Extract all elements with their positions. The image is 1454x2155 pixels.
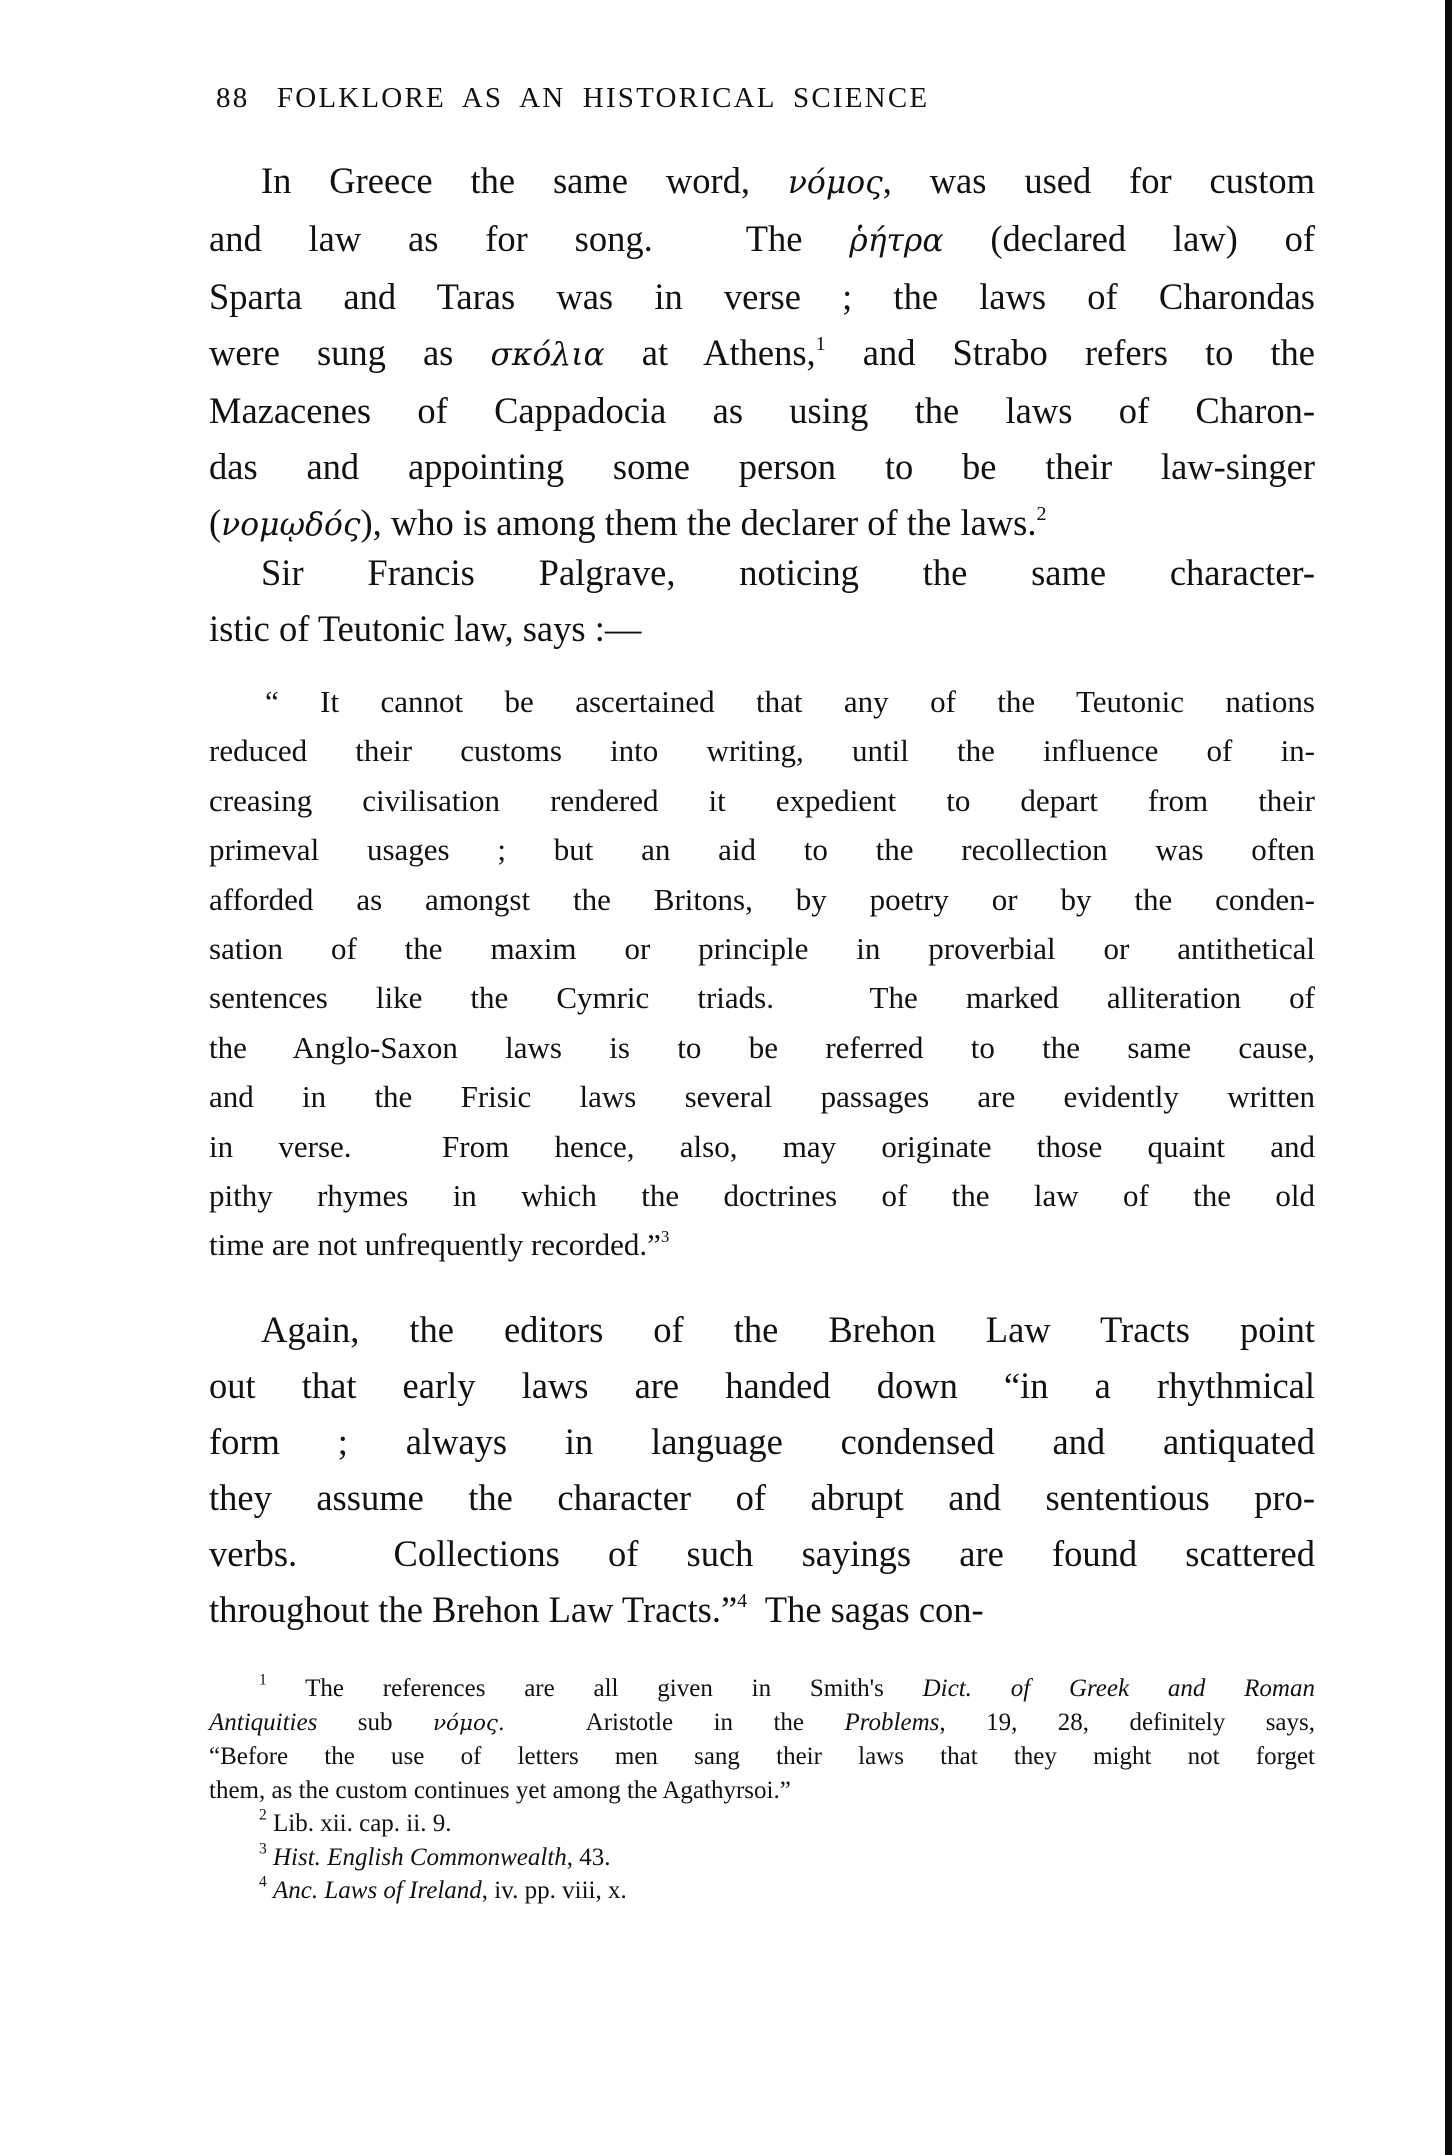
greek-word: νόμος.	[432, 1710, 505, 1736]
greek-word: νόμος	[787, 165, 883, 201]
footnotes	[209, 1672, 1315, 1908]
text-run[interactable]: , 19, 28, definitely says,	[939, 1708, 1316, 1736]
text-line	[209, 1874, 1315, 1908]
text-line	[209, 601, 1315, 657]
text-line	[209, 383, 1315, 439]
text-line	[209, 269, 1315, 325]
text-line	[209, 1072, 1315, 1121]
text-run[interactable]: they assume the character of abrupt and sententious pro-	[209, 1477, 1315, 1518]
text-run[interactable]: Again, the editors of the Brehon Law Tracts point	[261, 1309, 1315, 1350]
text-run[interactable]: verbs. Collections of such sayings are found scattered	[209, 1533, 1315, 1574]
footnote-reference[interactable]: 2	[1036, 502, 1047, 525]
text-line	[209, 726, 1315, 775]
text-line	[209, 325, 1315, 383]
text-line	[209, 924, 1315, 973]
text-run[interactable]: throughout the Brehon Law Tracts.”	[209, 1589, 738, 1630]
text-run[interactable]: afforded as amongst the Britons, by poetry or by the conden-	[209, 881, 1315, 917]
text-line	[209, 973, 1315, 1022]
text-run[interactable]: at Athens,	[604, 332, 816, 373]
text-line	[209, 677, 1315, 726]
text-run[interactable]: and Strabo refers to the	[825, 332, 1316, 373]
greek-word: νομῳδός	[221, 507, 361, 543]
text-run[interactable]: time are not unfrequently recorded.”	[209, 1227, 661, 1263]
paragraph-greek-law-song	[209, 153, 1315, 553]
text-run[interactable]: and in the Frisic laws several passages are evidently written	[209, 1079, 1315, 1115]
italic-title: Hist. English Commonwealth	[273, 1843, 567, 1871]
text-run[interactable]: “ It cannot be ascertained that any of the Teutonic nations	[265, 684, 1315, 719]
text-run[interactable]: and law as for song. The	[209, 218, 850, 259]
text-run[interactable]: istic of Teutonic law, says :—	[209, 608, 642, 649]
paragraph-palgrave-intro	[209, 545, 1315, 657]
text-line	[209, 776, 1315, 825]
italic-title: Dict. of Greek and Roman	[922, 1675, 1315, 1702]
text-line	[209, 545, 1315, 601]
footnote-1	[209, 1672, 1315, 1807]
text-run[interactable]: In Greece the same word,	[261, 160, 788, 201]
text-run[interactable]: The sagas con-	[747, 1589, 984, 1630]
text-run[interactable]: in verse. From hence, also, may originate those quaint and	[209, 1128, 1315, 1164]
text-run[interactable]: out that early laws are handed down “in a rhythmical	[209, 1365, 1315, 1406]
text-run[interactable]: (declared law) of	[943, 218, 1316, 259]
page-number: 88	[216, 82, 250, 114]
footnote-3	[209, 1841, 1315, 1875]
text-run[interactable]: sub	[317, 1708, 433, 1736]
text-line	[209, 1358, 1315, 1414]
italic-title: Problems	[844, 1708, 940, 1736]
text-line	[209, 1023, 1315, 1072]
footnote-reference[interactable]: 4	[737, 1589, 748, 1612]
text-run[interactable]: the Anglo-Saxon laws is to be referred to the same cause,	[209, 1029, 1315, 1065]
text-run[interactable]: pithy rhymes in which the doctrines of the law of the old	[209, 1178, 1315, 1214]
block-quotation-palgrave	[209, 677, 1315, 1270]
footnote-reference[interactable]: 1	[259, 1671, 267, 1689]
running-head-title: FOLKLORE AS AN HISTORICAL SCIENCE	[276, 82, 930, 114]
text-run[interactable]: das and appointing some person to be their law-singer	[209, 446, 1315, 487]
text-run[interactable]: “Before the use of letters men sang their laws that they might not forget	[209, 1743, 1315, 1770]
text-run[interactable]: creasing civilisation rendered it expedient to depart from their	[209, 782, 1315, 818]
text-run[interactable]: Sir Francis Palgrave, noticing the same character-	[261, 552, 1315, 593]
page-edge-shadow	[1445, 0, 1452, 2155]
text-run[interactable]: Mazacenes of Cappadocia as using the laws of Charon-	[209, 390, 1315, 431]
text-run[interactable]: Lib. xii. cap. ii. 9.	[266, 1810, 452, 1837]
paragraph-brehon-law	[209, 1302, 1315, 1638]
footnote-reference[interactable]: 3	[660, 1227, 670, 1247]
text-run[interactable]: , iv. pp. viii, x.	[481, 1877, 627, 1904]
text-run[interactable]: form ; always in language condensed and antiquated	[209, 1421, 1315, 1462]
text-run[interactable]: , was used for custom	[882, 160, 1315, 201]
text-line	[209, 1807, 1315, 1841]
text-run[interactable]: (	[209, 502, 222, 543]
text-run[interactable]: sation of the maxim or principle in proverbial or antithetical	[209, 931, 1315, 967]
greek-word: σκόλια	[490, 337, 605, 373]
italic-title: Antiquities	[209, 1708, 318, 1736]
text-run[interactable]: them, as the custom continues yet among the Agathyrsoi.”	[209, 1776, 791, 1804]
footnote-reference[interactable]: 2	[259, 1806, 267, 1824]
footnote-reference[interactable]: 1	[815, 332, 826, 355]
text-run[interactable]: sentences like the Cymric triads. The marked alliteration of	[209, 980, 1315, 1016]
greek-word: ῥήτρα	[849, 223, 944, 259]
text-run[interactable]: reduced their customs into writing, until the influence of in-	[209, 733, 1315, 769]
running-head	[216, 78, 1246, 118]
text-line	[209, 1414, 1315, 1470]
text-line	[209, 1220, 1315, 1269]
text-line	[209, 1302, 1315, 1358]
text-line	[209, 1774, 1315, 1808]
text-line	[209, 1171, 1315, 1220]
text-line	[209, 1706, 1315, 1741]
text-line	[209, 211, 1315, 269]
text-run[interactable]: ), who is among them the declarer of the laws.	[360, 502, 1037, 543]
text-run[interactable]: were sung as	[209, 332, 491, 373]
text-line	[209, 1672, 1315, 1706]
italic-title: Anc. Laws of Ireland	[273, 1877, 482, 1904]
footnote-reference[interactable]: 4	[259, 1873, 267, 1891]
footnote-2	[209, 1807, 1315, 1841]
footnote-reference[interactable]: 3	[259, 1839, 267, 1857]
text-run[interactable]: Sparta and Taras was in verse ; the laws of Charondas	[209, 276, 1315, 317]
text-run[interactable]: Aristotle in the	[504, 1708, 845, 1736]
text-run[interactable]: The references are all given in Smith's	[266, 1675, 923, 1702]
text-run[interactable]: primeval usages ; but an aid to the recollection was often	[209, 832, 1315, 868]
text-line	[209, 439, 1315, 495]
text-line	[209, 1470, 1315, 1526]
text-line	[209, 1526, 1315, 1582]
text-line	[209, 1740, 1315, 1774]
text-line	[209, 825, 1315, 874]
text-line	[209, 153, 1315, 211]
text-run[interactable]: , 43.	[566, 1843, 611, 1871]
footnote-4	[209, 1874, 1315, 1908]
text-line	[209, 1122, 1315, 1171]
text-line	[209, 1841, 1315, 1875]
text-line	[209, 1582, 1315, 1638]
text-line	[209, 875, 1315, 924]
